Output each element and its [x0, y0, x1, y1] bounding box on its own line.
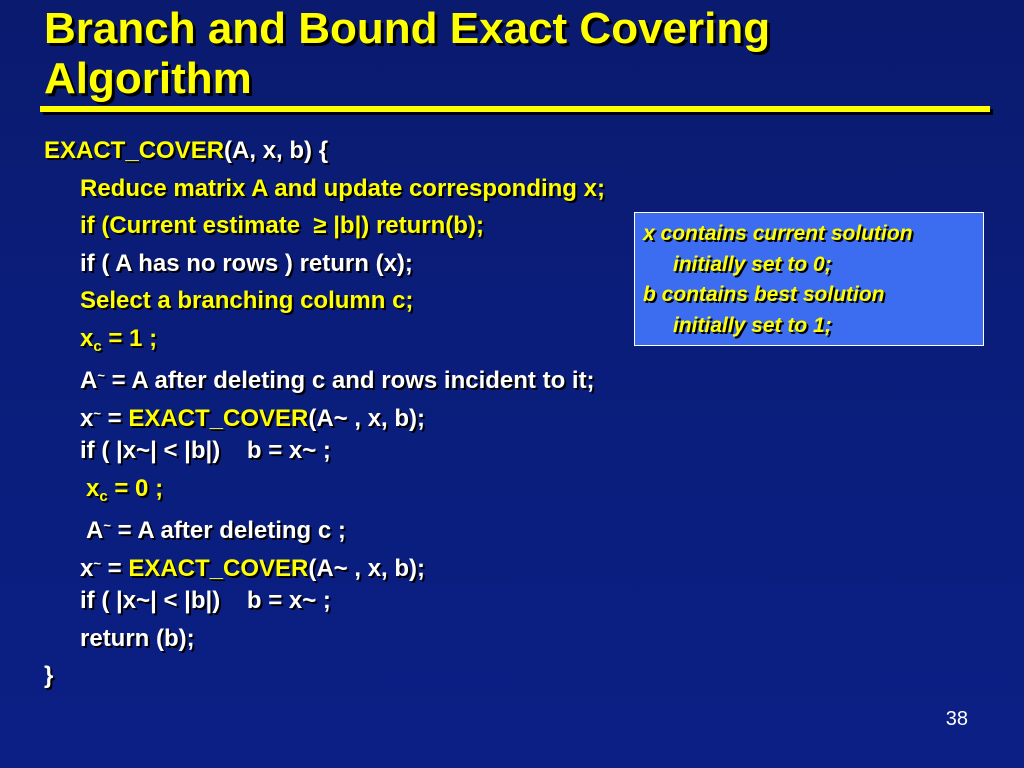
function-name: EXACT_COVER [128, 554, 309, 582]
subscript: c [99, 487, 108, 505]
code-text: (A~ , x, b); [308, 404, 426, 432]
code-line-6 [44, 320, 605, 358]
note-line-1: x contains current solution [643, 222, 913, 245]
code-text: = 1 ; [101, 324, 158, 352]
code-text: (A, x, b) { [224, 137, 329, 164]
code-line-4: if ( A has no rows ) return (x); [80, 249, 413, 277]
code-text: = 0 ; [107, 474, 164, 502]
code-line-8 [44, 395, 605, 433]
superscript-tilde: ~ [97, 368, 105, 383]
code-line-7 [44, 357, 605, 395]
code-line-9: if ( |x~| < |b|) b = x~ ; [80, 437, 331, 464]
code-line-13: if ( |x~| < |b|) b = x~ ; [80, 587, 331, 614]
code-line-5: Select a branching column c; [80, 287, 414, 314]
code-line-15: } [44, 662, 54, 689]
page-number: 38 [945, 708, 968, 730]
code-text: A [80, 367, 98, 394]
subscript: c [93, 337, 102, 355]
note-line-4: initially set to 1; [673, 313, 832, 337]
slide-title: Branch and Bound Exact Covering Algorithm [44, 4, 771, 103]
code-text: x [86, 474, 100, 502]
code-text: A [86, 517, 104, 544]
code-text: = A after deleting c and rows incident to it; [104, 367, 595, 394]
code-line-1 [44, 132, 605, 170]
code-text: x [80, 554, 94, 582]
annotation-box [634, 212, 984, 346]
function-name: EXACT_COVER [44, 137, 225, 164]
function-name: EXACT_COVER [128, 404, 309, 432]
superscript-tilde: ~ [93, 555, 101, 571]
code-line-11 [44, 507, 605, 545]
code-text: x [80, 404, 94, 432]
code-text: = [100, 404, 129, 432]
code-line-12 [44, 545, 605, 583]
note-line-3: b contains best solution [643, 283, 885, 306]
superscript-tilde: ~ [103, 518, 111, 533]
code-text: (A~ , x, b); [308, 554, 426, 582]
code-line-10 [44, 470, 605, 508]
code-line-3: if (Current estimate ≥ |b|) return(b); [80, 212, 484, 239]
title-underline [40, 106, 990, 112]
code-text: = A after deleting c ; [110, 517, 346, 544]
code-text: = [100, 554, 129, 582]
code-line-14: return (b); [80, 624, 195, 652]
pseudocode-block [44, 132, 605, 695]
superscript-tilde: ~ [93, 405, 101, 421]
code-text: x [80, 324, 94, 352]
note-line-2: initially set to 0; [673, 252, 832, 276]
code-line-2: Reduce matrix A and update corresponding x; [80, 174, 605, 202]
